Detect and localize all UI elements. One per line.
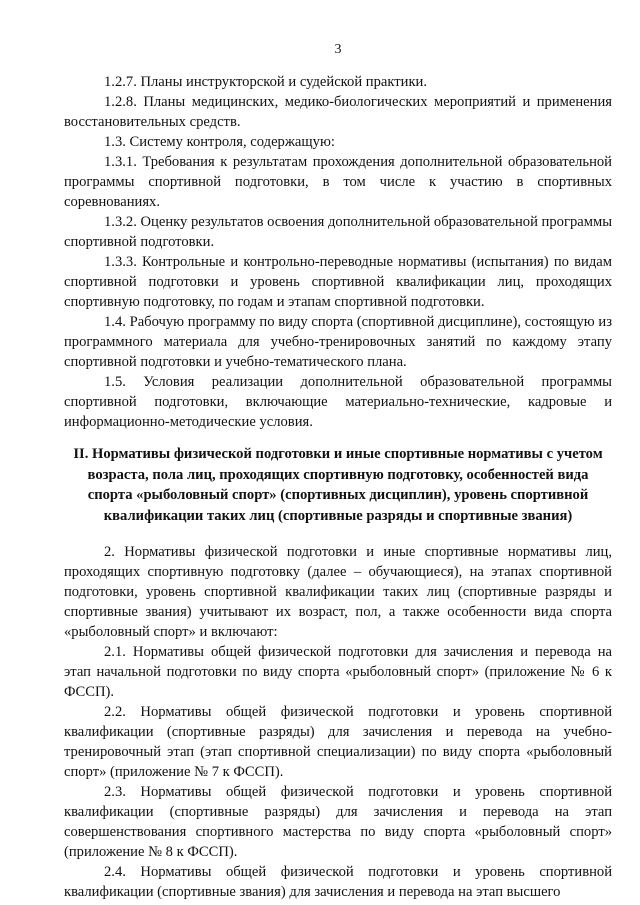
paragraph-1-4: 1.4. Рабочую программу по виду спорта (спортивной дисциплине), состоящую из программного материала для учебно-тренировочных занятий по каждому этапу спортивной подготовки и учебно-тематического плана. <box>64 314 612 370</box>
document-page <box>64 40 612 902</box>
section-heading: II. Нормативы физической подготовки и иные спортивные нормативы с учетом возраста, пола лиц, проходящих спортивную подготовку, особенностей вида спорта «рыболовный спорт» (спортивных дисциплин), уровень спортивной квалификации таких лиц (спортивные разряды и спортивные звания) <box>73 446 603 524</box>
paragraph-2-1: 2.1. Нормативы общей физической подготовки для зачисления и перевода на этап начальной подготовки по виду спорта «рыболовный спорт» (приложение № 6 к ФССП). <box>64 644 612 700</box>
page-number: 3 <box>334 42 342 57</box>
paragraph-1-3: 1.3. Систему контроля, содержащую: <box>104 134 335 150</box>
paragraph-1-3-2: 1.3.2. Оценку результатов освоения дополнительной образовательной программы спортивной подготовки. <box>64 214 612 250</box>
paragraph-1-3-3: 1.3.3. Контрольные и контрольно-переводные нормативы (испытания) по видам спортивной подготовки и уровень спортивной квалификации лиц, проходящих спортивную подготовку, по годам и этапам спортивной подготовки. <box>64 254 612 310</box>
paragraph-2-4: 2.4. Нормативы общей физической подготовки и уровень спортивной квалификации (спортивные звания) для зачисления и перевода на этап высшего <box>64 864 612 900</box>
paragraph-1-2-7: 1.2.7. Планы инструкторской и судейской практики. <box>104 74 427 90</box>
paragraph-2: 2. Нормативы физической подготовки и иные спортивные нормативы лиц, проходящих спортивную подготовку (далее – обучающиеся), на этапах спортивной подготовки, уровень спортивной квалификации таких лиц (спортивные разряды и спортивные звания) учитывают их возраст, пол, а также особенности вида спорта «рыболовный спорт» и включают: <box>64 544 612 640</box>
paragraph-1-3-1: 1.3.1. Требования к результатам прохождения дополнительной образовательной программы спортивной подготовки, в том числе к участию в спортивных соревнованиях. <box>64 154 612 210</box>
paragraph-1-2-8: 1.2.8. Планы медицинских, медико-биологических мероприятий и применения восстановительных средств. <box>64 94 612 130</box>
paragraph-1-5: 1.5. Условия реализации дополнительной образовательной программы спортивной подготовки, включающие материально-технические, кадровые и информационно-методические условия. <box>64 374 612 430</box>
paragraph-2-3: 2.3. Нормативы общей физической подготовки и уровень спортивной квалификации (спортивные разряды) для зачисления и перевода на этап совершенствования спортивного мастерства по виду спорта «рыболовный спорт» (приложение № 8 к ФССП). <box>64 784 612 860</box>
paragraph-2-2: 2.2. Нормативы общей физической подготовки и уровень спортивной квалификации (спортивные разряды) для зачисления и перевода на учебно-тренировочный этап (этап спортивной специализации) по виду спорта «рыболовный спорт» (приложение № 7 к ФССП). <box>64 704 612 780</box>
